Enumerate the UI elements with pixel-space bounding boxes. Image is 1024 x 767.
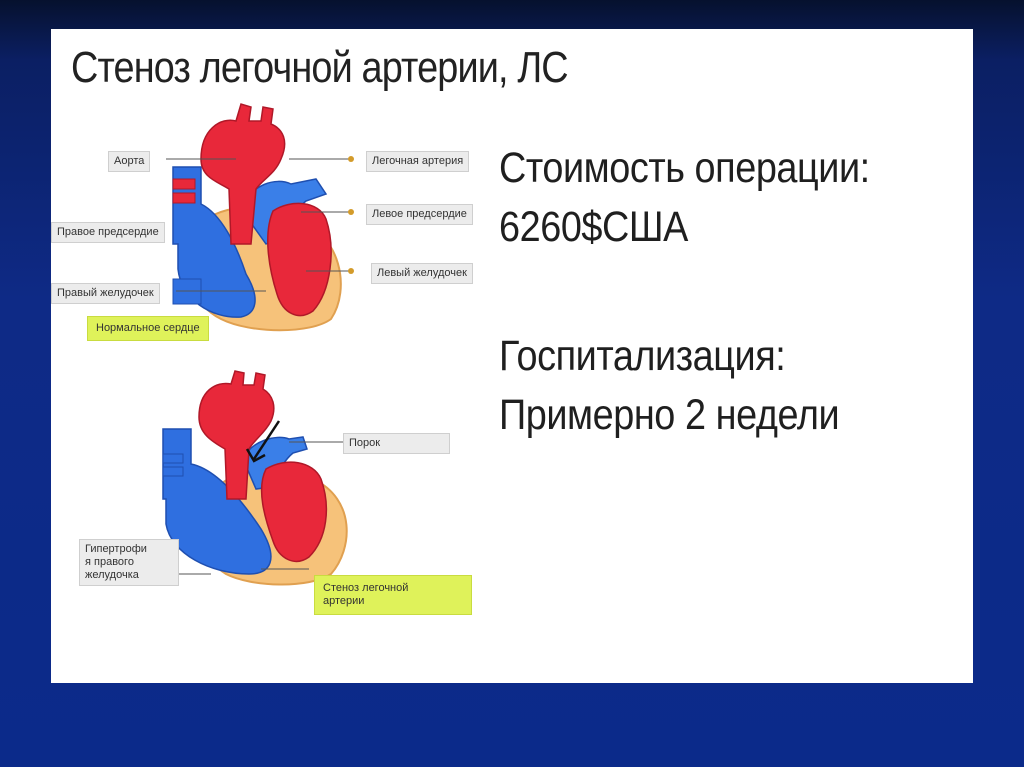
cost-value: 6260$США [499,203,688,251]
slide-canvas [51,29,973,683]
cost-heading: Стоимость операции: [499,144,870,192]
label-rv-hypertrophy-line2: я правого [85,556,134,568]
label-rv-hypertrophy-line3: желудочка [85,569,139,581]
label-defect: Порок [343,433,450,454]
hospitalization-heading: Госпитализация: [499,332,786,380]
hospitalization-value: Примерно 2 недели [499,391,840,439]
label-aorta: Аорта [108,151,150,172]
label-rv-hypertrophy-line1: Гипертрофи [85,543,147,555]
caption-normal-heart: Нормальное сердце [87,316,209,341]
defect-heart-illustration [163,371,354,585]
label-right-atrium: Правое предсердие [51,222,165,243]
slide-title: Стеноз легочной артерии, ЛС [71,43,568,92]
caption-pulmonary-stenosis [314,575,472,615]
label-left-ventricle: Левый желудочек [371,263,473,284]
normal-heart-illustration [166,104,354,330]
label-left-atrium: Левое предсердие [366,204,473,225]
label-rv-hypertrophy [79,539,179,586]
label-pulmonary-artery: Легочная артерия [366,151,469,172]
caption-pulmonary-stenosis-line1: Стеноз легочной [323,582,409,594]
hospitalization-block [499,327,839,445]
label-right-ventricle: Правый желудочек [51,283,160,304]
cost-block [499,139,870,257]
heart-diagrams [51,29,491,683]
caption-pulmonary-stenosis-line2: артерии [323,595,365,607]
